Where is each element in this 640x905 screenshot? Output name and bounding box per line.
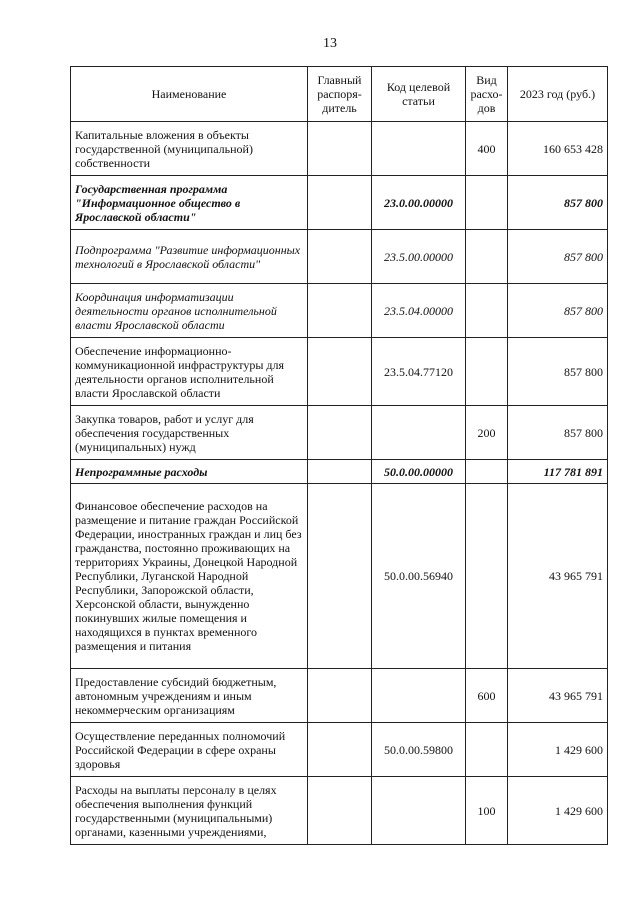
row-name: Закупка товаров, работ и услуг для обеспечения государственных (муниципальных) нужд xyxy=(71,406,308,460)
table-row xyxy=(71,777,608,845)
row-code xyxy=(372,122,466,176)
row-code: 50.0.00.00000 xyxy=(372,460,466,484)
row-manager xyxy=(308,484,372,669)
header-name: Наименование xyxy=(71,67,308,122)
header-amount: 2023 год (руб.) xyxy=(508,67,608,122)
row-manager xyxy=(308,723,372,777)
row-expense-type xyxy=(466,230,508,284)
table-row xyxy=(71,484,608,669)
row-expense-type xyxy=(466,723,508,777)
row-name: Государственная программа "Информационное общество в Ярославской области" xyxy=(71,176,308,230)
table-row xyxy=(71,284,608,338)
row-name: Непрограммные расходы xyxy=(71,460,308,484)
row-manager xyxy=(308,406,372,460)
row-code xyxy=(372,669,466,723)
row-amount: 857 800 xyxy=(508,230,608,284)
row-name: Предоставление субсидий бюджетным, автономным учреждениям и иным некоммерческим организациям xyxy=(71,669,308,723)
row-manager xyxy=(308,122,372,176)
row-amount: 1 429 600 xyxy=(508,723,608,777)
row-name: Финансовое обеспечение расходов на размещение и питание граждан Российской Федерации, иностранных граждан и лиц без гражданства, постоянно проживающих на территориях Украины, Донецкой Народной Республики, Луганской Народной Республики, Запорожской области, Херсонской области, вынужденно покинувших жилые помещения и находящихся в пунктах временного размещения и питания xyxy=(71,484,308,669)
row-expense-type xyxy=(466,460,508,484)
row-amount: 117 781 891 xyxy=(508,460,608,484)
table-row xyxy=(71,122,608,176)
row-expense-type: 200 xyxy=(466,406,508,460)
row-amount: 857 800 xyxy=(508,338,608,406)
row-name: Капитальные вложения в объекты государственной (муниципальной) собственности xyxy=(71,122,308,176)
row-amount: 857 800 xyxy=(508,176,608,230)
row-name: Расходы на выплаты персоналу в целях обеспечения выполнения функций государственными (муниципальными) органами, казенными учреждениями, xyxy=(71,777,308,845)
row-code: 23.0.00.00000 xyxy=(372,176,466,230)
row-name: Осуществление переданных полномочий Российской Федерации в сфере охраны здоровья xyxy=(71,723,308,777)
header-code: Код целевой статьи xyxy=(372,67,466,122)
row-expense-type: 400 xyxy=(466,122,508,176)
row-code: 23.5.04.00000 xyxy=(372,284,466,338)
row-manager xyxy=(308,284,372,338)
row-amount: 160 653 428 xyxy=(508,122,608,176)
header-manager: Главный распоря-дитель xyxy=(308,67,372,122)
row-expense-type: 100 xyxy=(466,777,508,845)
row-manager xyxy=(308,230,372,284)
row-amount: 857 800 xyxy=(508,284,608,338)
row-code: 50.0.00.59800 xyxy=(372,723,466,777)
row-expense-type: 600 xyxy=(466,669,508,723)
budget-table xyxy=(70,66,608,845)
table-row xyxy=(71,460,608,484)
page-number: 13 xyxy=(323,36,337,51)
row-manager xyxy=(308,338,372,406)
row-name: Координация информатизации деятельности органов исполнительной власти Ярославской области xyxy=(71,284,308,338)
row-name: Обеспечение информационно-коммуникационной инфраструктуры для деятельности органов исполнительной власти Ярославской области xyxy=(71,338,308,406)
row-name: Подпрограмма "Развитие информационных технологий в Ярославской области" xyxy=(71,230,308,284)
table-row xyxy=(71,338,608,406)
row-amount: 1 429 600 xyxy=(508,777,608,845)
row-expense-type xyxy=(466,284,508,338)
row-manager xyxy=(308,460,372,484)
row-manager xyxy=(308,669,372,723)
table-header-row xyxy=(71,67,608,122)
table-row xyxy=(71,669,608,723)
row-code: 50.0.00.56940 xyxy=(372,484,466,669)
row-manager xyxy=(308,777,372,845)
row-amount: 43 965 791 xyxy=(508,484,608,669)
row-amount: 43 965 791 xyxy=(508,669,608,723)
table-row xyxy=(71,176,608,230)
row-code xyxy=(372,777,466,845)
row-code: 23.5.04.77120 xyxy=(372,338,466,406)
table-row xyxy=(71,230,608,284)
row-amount: 857 800 xyxy=(508,406,608,460)
row-expense-type xyxy=(466,176,508,230)
row-manager xyxy=(308,176,372,230)
table-row xyxy=(71,723,608,777)
row-code: 23.5.00.00000 xyxy=(372,230,466,284)
header-expense-type: Вид расхо-дов xyxy=(466,67,508,122)
table-row xyxy=(71,406,608,460)
row-code xyxy=(372,406,466,460)
row-expense-type xyxy=(466,484,508,669)
row-expense-type xyxy=(466,338,508,406)
